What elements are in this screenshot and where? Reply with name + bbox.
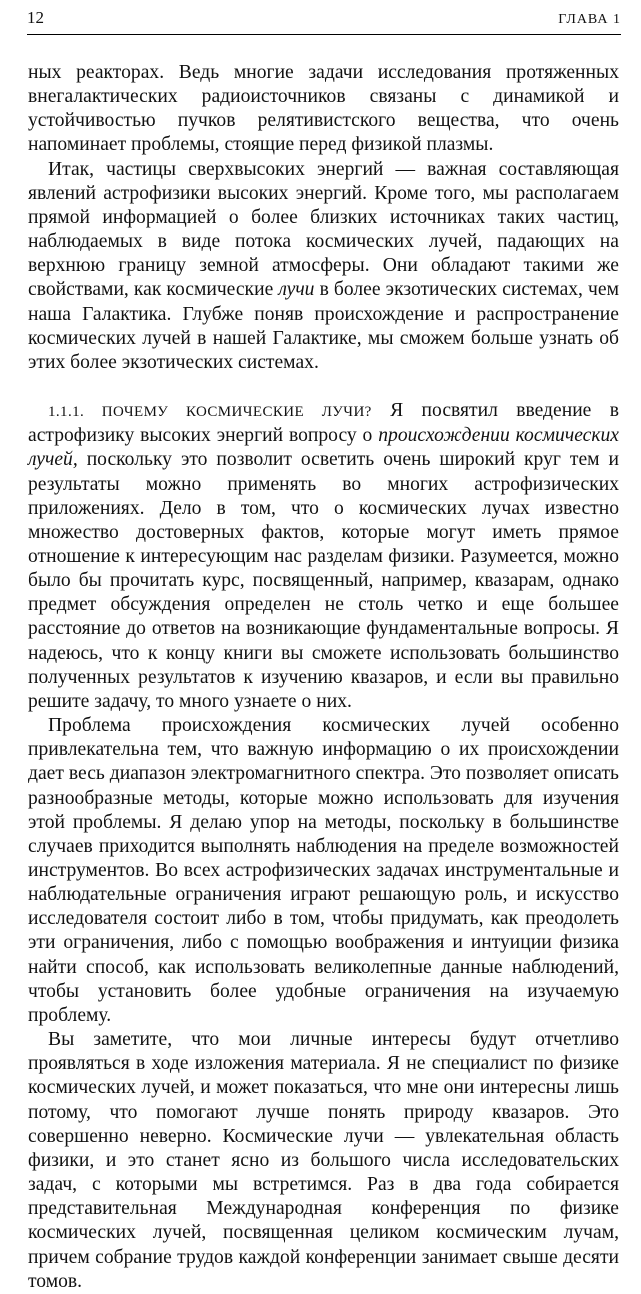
paragraph-2: Итак, частицы сверхвысоких энергий — важная составляющая явлений астрофизики высоких энергий. Кроме того, мы располагаем прямой информацией о более близких источниках таких частиц, наблюдаемых в виде потока космических лучей, падающих на верхнюю границу земной атмосферы. Они обладают такими же свойствами, как космические лучи в более экзотических системах, чем наша Галактика. Глубже поняв происхождение и распространение космических лучей в нашей Галактике, мы сможем больше узнать об этих более экзотических системах.	[28, 158, 619, 373]
paragraph-5: Вы заметите, что мои личные интересы будут отчетливо проявляться в ходе изложения материала. Я не специалист по физике космических лучей, и может показаться, что мне они интересны лишь потому, что помогают лучше понять природу квазаров. Это совершенно неверно. Космические лучи — увлекательная область физики, и это станет ясно из большого числа исследовательских задач, с которыми мы встретимся. Раз в два года собирается представительная Международная конференция по физике космических лучей, посвященная целиком космическим лучам, причем собрание трудов каждой конференции занимает свыше десяти томов.	[28, 1029, 619, 1292]
emphasis-rays: лучи	[278, 279, 315, 301]
page-number: 12	[27, 8, 44, 27]
paragraph-3: 1.1.1. ПОЧЕМУ КОСМИЧЕСКИЕ ЛУЧИ? Я посвятил введение в астрофизику высоких энергий вопросу о происхождении космических лучей, поскольку это позволит осветить очень широкий круг тем и результаты можно применять во многих астрофизических приложениях. Дело в том, что о космических лучах известно множество достоверных фактов, которые могут иметь прямое отношение к интересующим нас разделам физики. Разумеется, можно было бы прочитать курс, посвященный, например, квазарам, однако предмет обсуждения определен не столь четко и еще большее расстояние до ответов на возникающие фундаментальные вопросы. Я надеюсь, что к концу книги вы сможете использовать большинство полученных результатов к изучению квазаров, и если вы правильно решите задачу, то много узнаете о них.	[28, 400, 619, 712]
page-body	[28, 61, 619, 1294]
chapter-title: ГЛАВА 1	[558, 12, 621, 27]
paragraph-1: ных реакторах. Ведь многие задачи исследования протяженных внегалактических радиоисточников связаны с динамикой и устойчивостью пучков релятивистского вещества, что очень напоминает проблемы, стоящие перед физикой плазмы.	[28, 62, 619, 156]
running-header	[27, 6, 621, 35]
section-spacer	[28, 375, 619, 399]
section-heading: 1.1.1. ПОЧЕМУ КОСМИЧЕСКИЕ ЛУЧИ?	[48, 404, 372, 421]
emphasis-origin: происхождении космических лучей,	[28, 425, 619, 471]
paragraph-4: Проблема происхождения космических лучей особенно привлекательна тем, что важную информацию о их происхождении дает весь диапазон электромагнитного спектра. Это позволяет описать разнообразные методы, которые можно использовать для изучения этой проблемы. Я делаю упор на методы, поскольку в большинстве случаев приходится выполнять наблюдения на пределе возможностей инструментов. Во всех астрофизических задачах инструментальные и наблюдательные ограничения играют решающую роль, и искусство исследователя состоит либо в том, чтобы придумать, как преодолеть эти ограничения, либо с помощью воображения и интуиции физика найти способ, как использовать великолепные данные наблюдений, чтобы установить более удобные ограничения на изучаемую проблему.	[28, 715, 619, 1026]
